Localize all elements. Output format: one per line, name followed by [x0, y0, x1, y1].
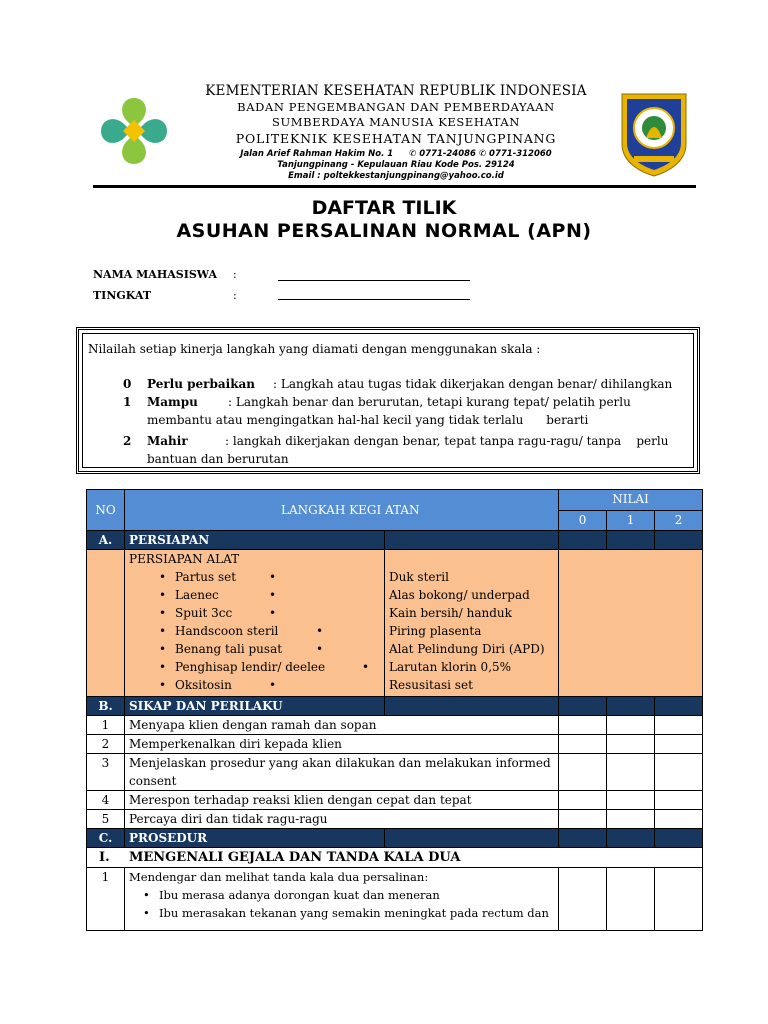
scale-2-desc-cont: bantuan dan berurutan	[147, 452, 289, 466]
prep-tools-right	[385, 550, 559, 697]
phone-1: 0771-24086	[419, 149, 476, 159]
header-no: NO	[87, 490, 125, 531]
document-subtitle: ASUHAN PERSALINAN NORMAL (APN)	[176, 220, 592, 242]
list-item: Alat Pelindung Diri (APD)	[389, 642, 545, 656]
city-line: Tanjungpinang - Kepulauan Riau Kode Pos. 29124	[277, 160, 515, 170]
score-cell[interactable]	[655, 868, 703, 931]
bullet-icon: •	[362, 660, 370, 674]
list-item: • Ibu merasa adanya dorongan kuat dan meneran	[143, 886, 554, 904]
table-row: 1 Menyapa klien dengan ramah dan sopan	[87, 716, 703, 735]
score-cell[interactable]	[655, 735, 703, 754]
scale-intro: Nilailah setiap kinerja langkah yang diamati dengan menggunakan skala :	[88, 342, 541, 356]
section-c-title: PROSEDUR	[125, 829, 385, 848]
list-item: Kain bersih/ handuk	[389, 606, 512, 620]
list-item: • Penghisap lendir/ deelee •	[159, 658, 380, 676]
score-cell[interactable]	[655, 754, 703, 791]
address: Jalan Arief Rahman Hakim No. 1	[240, 149, 394, 159]
scoring-scale-box	[76, 327, 700, 474]
score-cell[interactable]	[559, 810, 607, 829]
list-item: • Handscoon steril •	[159, 622, 380, 640]
student-name-colon: :	[233, 268, 237, 281]
section-b-code: B.	[87, 697, 125, 716]
phone-icon: ✆	[409, 149, 417, 159]
list-item: • Oksitosin •	[159, 676, 380, 694]
header-score-1: 1	[607, 511, 655, 531]
scale-1-desc-cont: membantu atau mengingatkan hal-hal kecil yang tidak terlalu berarti	[147, 413, 589, 427]
score-cell[interactable]	[559, 754, 607, 791]
score-cell[interactable]	[607, 810, 655, 829]
institution-name: POLITEKNIK KESEHATAN TANJUNGPINANG	[235, 131, 557, 146]
score-cell[interactable]	[655, 716, 703, 735]
level-label: TINGKAT	[93, 289, 152, 302]
bullet-icon: •	[316, 624, 324, 638]
header-activity: LANGKAH KEGI ATAN	[125, 490, 559, 531]
ministry-logo-icon	[93, 90, 175, 172]
section-b-title: SIKAP DAN PERILAKU	[125, 697, 385, 716]
prep-score-cell	[559, 550, 703, 697]
student-name-field[interactable]	[278, 280, 470, 281]
document-title: DAFTAR TILIK	[311, 197, 457, 219]
level-colon: :	[233, 289, 237, 302]
score-cell[interactable]	[559, 735, 607, 754]
score-cell[interactable]	[559, 716, 607, 735]
section-a-row	[87, 531, 703, 550]
list-item: • Ibu merasakan tekanan yang semakin meningkat pada rectum dan	[143, 904, 554, 922]
agency-line-1: BADAN PENGEMBANGAN DAN PEMBERDAYAAN	[237, 100, 555, 114]
bullet-icon: •	[269, 678, 277, 692]
score-cell[interactable]	[559, 791, 607, 810]
phone-icon: ✆	[478, 149, 487, 159]
scale-0-num: 0	[123, 377, 132, 391]
student-name-label: NAMA MAHASISWA	[93, 268, 217, 281]
prep-tools-list-left	[129, 568, 380, 694]
step-bullets	[129, 886, 554, 922]
bullet-icon: •	[269, 570, 277, 584]
list-item: • Spuit 3cc •	[159, 604, 380, 622]
table-row: 2 Memperkenalkan diri kepada klien	[87, 735, 703, 754]
scale-2-name: Mahir	[147, 434, 188, 448]
header-score: NILAI	[559, 490, 703, 511]
prep-tools-row	[87, 550, 703, 697]
phone-2: 0771-312060	[489, 149, 552, 159]
list-item: • Benang tali pusat •	[159, 640, 380, 658]
score-cell[interactable]	[655, 791, 703, 810]
table-row: 4 Merespon terhadap reaksi klien dengan cepat dan tepat	[87, 791, 703, 810]
table-row: 3 Menjelaskan prosedur yang akan dilakukan dan melakukan informed consent	[87, 754, 703, 791]
list-item: Larutan klorin 0,5%	[389, 660, 512, 674]
subsection-row	[87, 848, 703, 868]
scale-1-name: Mampu	[147, 395, 198, 409]
header-score-2: 2	[655, 511, 703, 531]
step-text: Mendengar dan melihat tanda kala dua persalinan:	[129, 870, 429, 884]
list-item: • Laenec •	[159, 586, 380, 604]
scale-2-num: 2	[123, 434, 132, 448]
letterhead	[93, 82, 696, 188]
scale-1-desc: : Langkah benar dan berurutan, tetapi kurang tepat/ pelatih perlu	[228, 395, 631, 409]
scale-1-num: 1	[123, 395, 132, 409]
province-emblem-icon	[618, 86, 690, 178]
address-phone-line	[181, 149, 611, 160]
bullet-icon: •	[269, 588, 277, 602]
table-row: 1 Mendengar dan melihat tanda kala dua persalinan: • Ibu merasa adanya dorongan kuat dan meneran • Ibu merasakan tekanan yang semakin meningkat pada rectum dan	[87, 868, 703, 931]
list-item: Duk steril	[389, 570, 449, 584]
bullet-icon: •	[316, 642, 324, 656]
score-cell[interactable]	[607, 868, 655, 931]
agency-line-2: SUMBERDAYA MANUSIA KESEHATAN	[272, 115, 520, 129]
section-a-title: PERSIAPAN	[125, 531, 385, 550]
section-c-code: C.	[87, 829, 125, 848]
list-item: Alas bokong/ underpad	[389, 588, 530, 602]
prep-tools-heading: PERSIAPAN ALAT	[129, 552, 240, 566]
score-cell[interactable]	[607, 735, 655, 754]
header-score-0: 0	[559, 511, 607, 531]
score-cell[interactable]	[655, 810, 703, 829]
table-row: 5 Percaya diri dan tidak ragu-ragu	[87, 810, 703, 829]
section-c-row	[87, 829, 703, 848]
list-item: Piring plasenta	[389, 624, 482, 638]
email-line: Email : poltekkestanjungpinang@yahoo.co.id	[288, 171, 504, 181]
table-header-row	[87, 490, 703, 511]
checklist-table	[86, 489, 703, 931]
subsection-title: I. MENGENALI GEJALA DAN TANDA KALA DUA	[87, 848, 703, 868]
section-b-row	[87, 697, 703, 716]
scale-0-name: Perlu perbaikan	[147, 377, 256, 391]
bullet-icon: •	[269, 606, 277, 620]
score-cell[interactable]	[559, 868, 607, 931]
scale-2-desc: : langkah dikerjakan dengan benar, tepat tanpa ragu-ragu/ tanpa perlu	[225, 434, 669, 448]
ministry-name: KEMENTERIAN KESEHATAN REPUBLIK INDONESIA	[205, 83, 587, 99]
list-item: • Partus set •	[159, 568, 380, 586]
prep-tools-left	[125, 550, 385, 697]
score-cell[interactable]	[607, 791, 655, 810]
score-cell[interactable]	[607, 754, 655, 791]
scale-0-desc: : Langkah atau tugas tidak dikerjakan dengan benar/ dihilangkan	[273, 377, 673, 391]
letterhead-text	[181, 82, 611, 182]
level-field[interactable]	[278, 299, 470, 300]
score-cell[interactable]	[607, 716, 655, 735]
list-item: Resusitasi set	[389, 678, 473, 692]
section-a-code: A.	[87, 531, 125, 550]
